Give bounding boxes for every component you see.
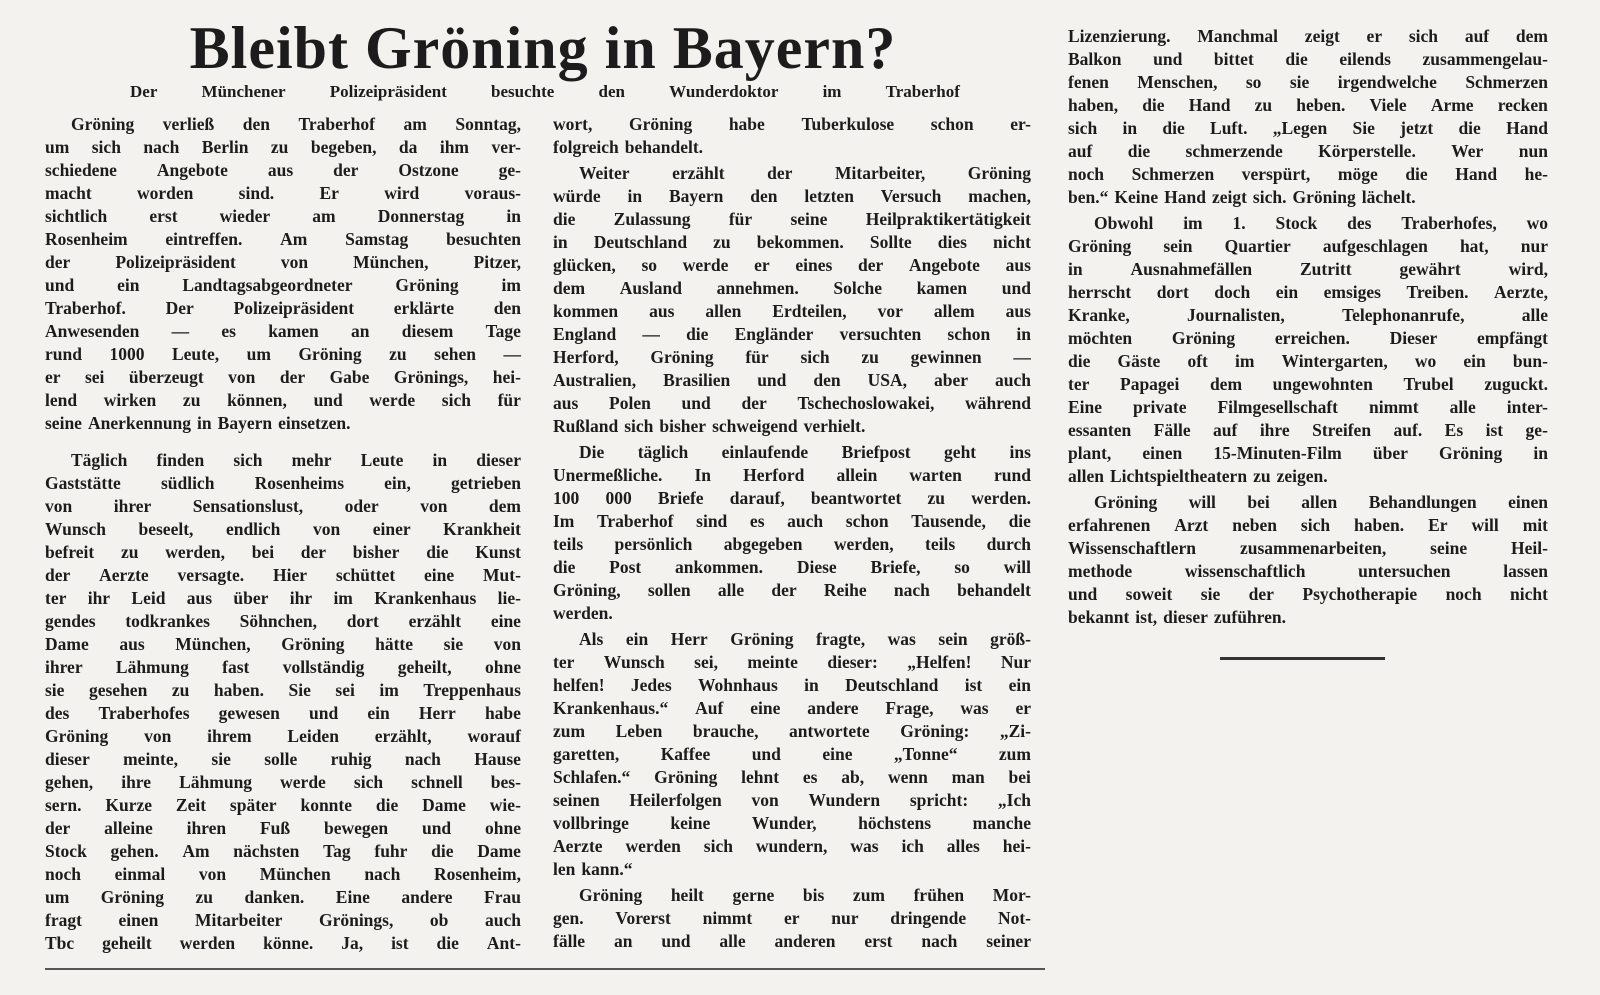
text-line: gen. Vorerst nimmt er nur dringende Not-: [553, 908, 1031, 928]
text-line: Gröning sein Quartier aufgeschlagen hat, nur: [1068, 236, 1548, 256]
text-line: fenen Menschen, so sie irgendwelche Schmerzen: [1068, 72, 1548, 92]
text-line: er sei überzeugt von der Gabe Grönings, hei-: [45, 367, 521, 387]
text-line: ter Papagei dem ungewohnten Trubel zuguckt.: [1068, 374, 1548, 394]
text-line: allen Lichtspieltheatern zu zeigen.: [1068, 466, 1328, 486]
text-line: ter ihr Leid aus über ihr im Krankenhaus lie-: [45, 588, 521, 608]
text-line: Wunsch beseelt, endlich von einer Krankheit: [45, 519, 521, 539]
article-paragraph: [1068, 212, 1548, 488]
text-line: Aerzte werden sich wundern, was ich alles hei-: [553, 836, 1031, 856]
text-line: dieser meinte, sie solle ruhig nach Hause: [45, 749, 521, 769]
text-line: folgreich behandelt.: [553, 137, 704, 157]
article-paragraph: [553, 628, 1031, 881]
text-line: Rosenheim eintreffen. Am Samstag besuchten: [45, 229, 521, 249]
article-paragraph: [45, 113, 521, 435]
text-line: der Aerzte versagte. Hier schüttet eine Mut-: [45, 565, 521, 585]
text-line: plant, einen 15-Minuten-Film über Gröning in: [1068, 443, 1548, 463]
text-line: macht worden sind. Er wird voraus-: [45, 183, 521, 203]
text-line: sichtlich erst wieder am Donnerstag in: [45, 206, 521, 226]
text-line: Stock gehen. Am nächsten Tag fuhr die Dame: [45, 841, 521, 861]
text-line: der Polizeipräsident von München, Pitzer,: [45, 252, 521, 272]
text-line: Wissenschaftlern zusammenarbeiten, seine Heil-: [1068, 538, 1548, 558]
text-line: befreit zu werden, bei der bisher die Kunst: [45, 542, 521, 562]
text-line: Täglich finden sich mehr Leute in dieser: [71, 450, 521, 470]
text-line: Als ein Herr Gröning fragte, was sein größ-: [579, 629, 1031, 649]
text-line: bekannt ist, dieser zuführen.: [1068, 607, 1286, 627]
text-line: und soweit sie der Psychotherapie noch nicht: [1068, 584, 1548, 604]
text-line: glücken, so werde er eines der Angebote aus: [553, 255, 1031, 275]
text-line: gehen, ihre Lähmung werde sich schnell bes-: [45, 772, 521, 792]
text-line: Lizenzierung. Manchmal zeigt er sich auf dem: [1068, 26, 1548, 46]
text-line: Gröning verließ den Traberhof am Sonntag,: [71, 114, 521, 134]
article-headline: Bleibt Gröning in Bayern?: [189, 15, 897, 81]
text-line: würde in Bayern den letzten Versuch machen,: [553, 186, 1031, 206]
text-line: teils persönlich abgegeben werden, teils durch: [553, 534, 1031, 554]
text-line: garetten, Kaffee und eine „Tonne“ zum: [553, 744, 1031, 764]
text-line: Balkon und bittet die eilends zusammengelau-: [1068, 49, 1548, 69]
text-line: vollbringe keine Wunder, höchstens manche: [553, 813, 1031, 833]
text-line: Gaststätte südlich Rosenheims ein, getrieben: [45, 473, 521, 493]
text-line: haben, die Hand zu heben. Viele Arme recken: [1068, 95, 1548, 115]
text-line: England — die Engländer versuchten schon in: [553, 324, 1031, 344]
text-line: fälle an und alle anderen erst nach seiner: [553, 931, 1031, 951]
text-line: herrscht dort doch ein emsiges Treiben. Aerzte,: [1068, 282, 1548, 302]
text-line: Gröning will bei allen Behandlungen einen: [1094, 492, 1548, 512]
text-line: ihrer Lähmung fast vollständig geheilt, ohne: [45, 657, 521, 677]
article-paragraph: [553, 884, 1031, 953]
text-line: Gröning heilt gerne bis zum frühen Mor-: [579, 885, 1031, 905]
article-column-3: [1068, 25, 1548, 632]
text-line: aus Polen und der Tschechoslowakei, während: [553, 393, 1031, 413]
text-line: Dame aus München, Gröning hätte sie von: [45, 634, 521, 654]
text-line: Gröning, sollen alle der Reihe nach behandelt: [553, 580, 1031, 600]
text-line: essanten Fälle auf ihre Streifen auf. Es ist ge-: [1068, 420, 1548, 440]
text-line: Kranke, Journalisten, Telephonanrufe, alle: [1068, 305, 1548, 325]
text-line: Unermeßliche. In Herford allein warten rund: [553, 465, 1031, 485]
text-line: die Zulassung für seine Heilpraktikertätigkeit: [553, 209, 1031, 229]
text-line: Tbc geheilt werden könne. Ja, ist die Ant-: [45, 933, 521, 953]
article-column-2: [553, 113, 1031, 956]
text-line: die Gäste oft im Wintergarten, wo ein bun-: [1068, 351, 1548, 371]
text-line: Krankenhaus.“ Auf eine andere Frage, was er: [553, 698, 1031, 718]
text-line: Anwesenden — es kamen an diesem Tage: [45, 321, 521, 341]
text-line: len kann.“: [553, 859, 633, 879]
end-of-article-rule: [1220, 657, 1385, 660]
text-line: von ihrer Sensationslust, oder von dem: [45, 496, 521, 516]
article-paragraph: [553, 162, 1031, 438]
text-line: schiedene Angebote aus der Ostzone ge-: [45, 160, 521, 180]
text-line: Obwohl im 1. Stock des Traberhofes, wo: [1094, 213, 1548, 233]
text-line: sern. Kurze Zeit später konnte die Dame wie-: [45, 795, 521, 815]
text-line: Rußland sich bisher schweigend verhielt.: [553, 416, 866, 436]
text-line: Weiter erzählt der Mitarbeiter, Gröning: [579, 163, 1031, 183]
text-line: des Traberhofes gewesen und ein Herr habe: [45, 703, 521, 723]
text-line: Die täglich einlaufende Briefpost geht ins: [579, 442, 1031, 462]
article-paragraph: [1068, 25, 1548, 209]
article-paragraph: [1068, 491, 1548, 629]
text-line: 100 000 Briefe darauf, beantwortet zu werden.: [553, 488, 1031, 508]
text-line: Traberhof. Der Polizeipräsident erklärte den: [45, 298, 521, 318]
text-line: seine Anerkennung in Bayern einsetzen.: [45, 413, 351, 433]
text-line: ter Wunsch sei, meinte dieser: „Helfen! Nur: [553, 652, 1031, 672]
text-line: methode wissenschaftlich untersuchen lassen: [1068, 561, 1548, 581]
text-line: sich in die Luft. „Legen Sie jetzt die Hand: [1068, 118, 1548, 138]
text-line: lend wirken zu können, und werde sich für: [45, 390, 521, 410]
text-line: gendes todkrankes Söhnchen, dort erzählt eine: [45, 611, 521, 631]
text-line: Herford, Gröning für sich zu gewinnen —: [553, 347, 1031, 367]
text-line: rund 1000 Leute, um Gröning zu sehen —: [45, 344, 521, 364]
text-line: Gröning von ihrem Leiden erzählt, worauf: [45, 726, 521, 746]
text-line: wort, Gröning habe Tuberkulose schon er-: [553, 114, 1031, 134]
text-line: Australien, Brasilien und den USA, aber auch: [553, 370, 1031, 390]
page-divider-rule: [45, 968, 1045, 970]
article-paragraph: [553, 441, 1031, 625]
article-column-1: [45, 113, 521, 969]
article-paragraph: [45, 449, 521, 955]
text-line: Schlafen.“ Gröning lehnt es ab, wenn man bei: [553, 767, 1031, 787]
text-line: der alleine ihren Fuß bewegen und ohne: [45, 818, 521, 838]
text-line: kommen aus allen Erdteilen, vor allem aus: [553, 301, 1031, 321]
text-line: ben.“ Keine Hand zeigt sich. Gröning lächelt.: [1068, 187, 1416, 207]
text-line: möchten Gröning erreichen. Dieser empfängt: [1068, 328, 1548, 348]
text-line: auf die schmerzende Körperstelle. Wer nun: [1068, 141, 1548, 161]
article-subheadline: Der Münchener Polizeipräsident besuchte den Wunderdoktor im Traberhof: [130, 82, 960, 101]
article-paragraph: [553, 113, 1031, 159]
text-line: werden.: [553, 603, 613, 623]
text-line: sie gesehen zu haben. Sie sei im Treppenhaus: [45, 680, 521, 700]
text-line: seinen Heilerfolgen von Wundern spricht: „Ich: [553, 790, 1031, 810]
text-line: Im Traberhof sind es auch schon Tausende, die: [553, 511, 1031, 531]
text-line: helfen! Jedes Wohnhaus in Deutschland ist ein: [553, 675, 1031, 695]
text-line: um sich nach Berlin zu begeben, da ihm ver-: [45, 137, 521, 157]
text-line: in Deutschland zu bekommen. Sollte dies nicht: [553, 232, 1031, 252]
text-line: und ein Landtagsabgeordneter Gröning im: [45, 275, 521, 295]
text-line: die Post ankommen. Diese Briefe, so will: [553, 557, 1031, 577]
text-line: noch einmal von München nach Rosenheim,: [45, 864, 521, 884]
text-line: noch Schmerzen verspürt, möge die Hand he-: [1068, 164, 1548, 184]
text-line: fragt einen Mitarbeiter Grönings, ob auch: [45, 910, 521, 930]
text-line: dem Ausland annehmen. Solche kamen und: [553, 278, 1031, 298]
text-line: erfahrenen Arzt neben sich haben. Er will mit: [1068, 515, 1548, 535]
text-line: Eine private Filmgesellschaft nimmt alle inter-: [1068, 397, 1548, 417]
text-line: in Ausnahmefällen Zutritt gewährt wird,: [1068, 259, 1548, 279]
text-line: um Gröning zu danken. Eine andere Frau: [45, 887, 521, 907]
text-line: zum Leben brauche, antwortete Gröning: „Zi-: [553, 721, 1031, 741]
